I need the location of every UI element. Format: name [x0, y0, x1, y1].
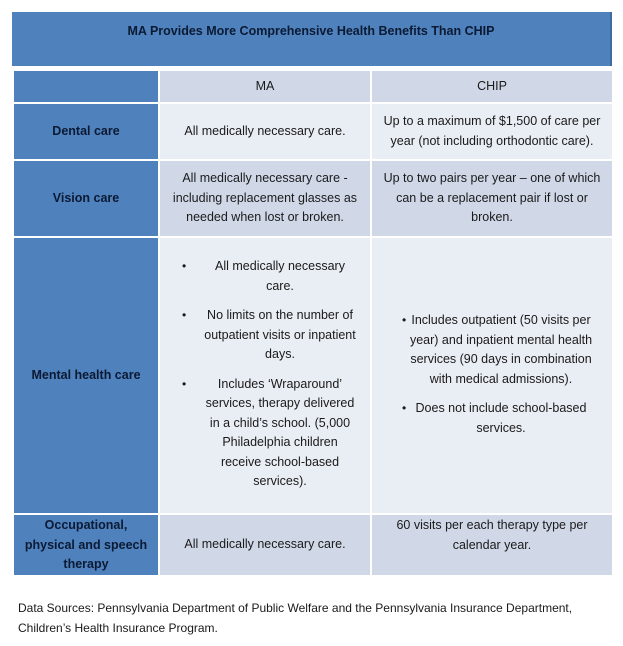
bullet-text: All medically necessary care. — [215, 259, 345, 293]
dental-chip-cell: Up to a maximum of $1,500 of care per year (not including orthodontic care). — [371, 103, 613, 160]
table-row-dental — [13, 103, 613, 160]
row-label-vision: Vision care — [13, 160, 159, 237]
bullet-icon: • — [402, 313, 407, 327]
list-item — [180, 257, 362, 296]
table-row-therapy — [13, 514, 613, 576]
therapy-chip-cell: 60 visits per each therapy type per calendar year. — [371, 514, 613, 576]
data-sources-note: Data Sources: Pennsylvania Department of Public Welfare and the Pennsylvania Insurance Department, Children’s Health Insurance Program. — [18, 601, 573, 635]
bullet-icon: • — [182, 259, 187, 274]
list-item — [384, 399, 600, 438]
list-item — [180, 306, 362, 365]
bullet-icon: • — [402, 401, 407, 415]
therapy-ma-cell: All medically necessary care. — [159, 514, 371, 576]
bullet-icon: • — [182, 376, 187, 391]
mental-health-chip-cell — [371, 237, 613, 514]
row-label-therapy: Occupational, physical and speech therapy — [13, 514, 159, 576]
list-item — [180, 375, 362, 492]
mental-health-ma-cell — [159, 237, 371, 514]
bullet-text: Includes outpatient (50 visits per year) and inpatient mental health services (90 days in combination with medical admissions). — [409, 313, 593, 386]
mental-health-ma-list — [180, 257, 362, 492]
table-row-vision — [13, 160, 613, 237]
row-label-mental-health: Mental health care — [13, 237, 159, 514]
bullet-text: Includes ‘Wraparound’ services, therapy delivered in a child’s school. (5,000 Philadelphia children receive school-based services). — [205, 376, 355, 489]
table-header-row — [13, 70, 613, 103]
bullet-text: Does not include school-based services. — [415, 401, 587, 435]
header-chip: CHIP — [371, 70, 613, 103]
dental-ma-cell: All medically necessary care. — [159, 103, 371, 160]
bullet-text: No limits on the number of outpatient visits or inpatient days. — [204, 308, 356, 362]
bullet-icon: • — [182, 308, 187, 323]
list-item — [384, 311, 600, 389]
table-row-mental-health — [13, 237, 613, 514]
header-corner-cell — [13, 70, 159, 103]
benefits-comparison-table — [12, 69, 614, 577]
vision-chip-cell: Up to two pairs per year – one of which can be a replacement pair if lost or broken. — [371, 160, 613, 237]
table-title: MA Provides More Comprehensive Health Benefits Than CHIP — [127, 24, 495, 38]
header-ma: MA — [159, 70, 371, 103]
mental-health-chip-list — [384, 311, 600, 438]
table-title-banner — [12, 12, 612, 66]
vision-ma-cell: All medically necessary care - including replacement glasses as needed when lost or broken. — [159, 160, 371, 237]
row-label-dental: Dental care — [13, 103, 159, 160]
